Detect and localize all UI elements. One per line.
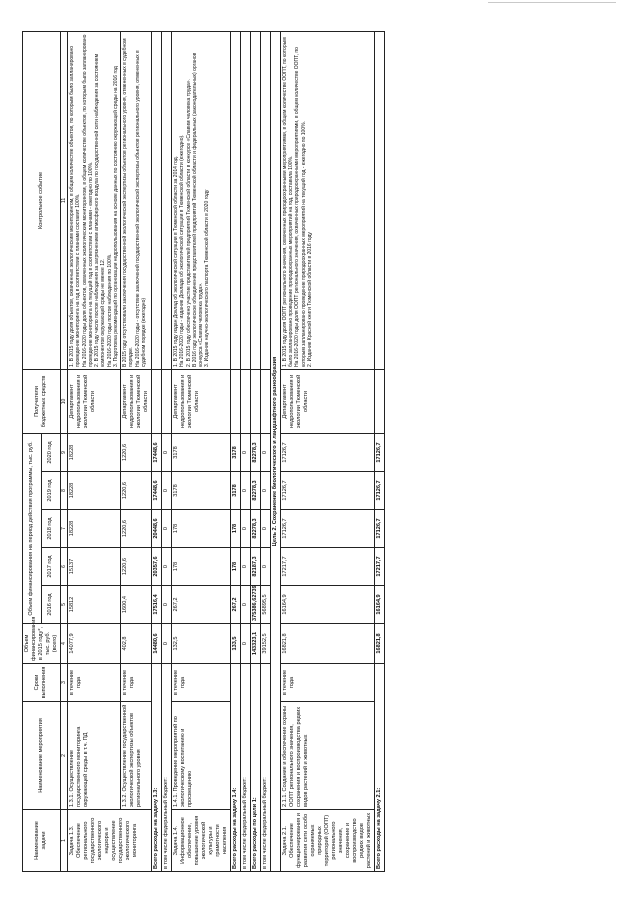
value-2016: 1600,4 (121, 586, 152, 624)
federal-row (260, 31, 270, 871)
value-2019: 18228 (68, 472, 121, 510)
fed-2019: 0 (162, 472, 172, 510)
table-row (68, 31, 121, 871)
control-event: В 2015 году отсутствовали заключения государственной экологической экспертизы объектов регионального уровня, отмененных в судебном порядке. На 2016-2020 годы - отсутствие заключений государственной экологической экспертизы объектов регионального уровня, отмененных в судебном порядке (ежегодно) (121, 31, 152, 369)
total-2016: 375386,62739 (250, 586, 260, 624)
value-2020: 1220,6 (121, 433, 152, 471)
task-1-4-name: Задача 1.4. Информационное обеспечение, повышение уровня экологической культуры и грамотности населения (172, 810, 231, 872)
federal-label: в том числе федеральный бюджет: (240, 664, 250, 872)
total-2015: 16821,8 (374, 624, 384, 664)
rotated-document-sheet (22, 32, 618, 872)
value-2020: 3178 (172, 433, 231, 471)
fed-2018: 0 (260, 510, 270, 548)
header-y2019: 2019 год (41, 472, 60, 510)
measure-1-4-1: 1.4.1. Проведение мероприятий по экологическому воспитанию и просвещению (172, 702, 231, 810)
federal-label: в том числе федеральный бюджет: (260, 664, 270, 872)
value-2019: 1220,6 (121, 472, 152, 510)
task-2-1-name: Задача 2.1. Обеспечение функционирования и развития сети особо охраняемых природных территорий (ООПТ) регионального значения, сохранение и воспроизводство редких видов растений и животных (280, 810, 374, 872)
term: в течение года (280, 664, 374, 702)
value-2018: 17126,7 (280, 510, 374, 548)
total-2019: 3178 (230, 472, 240, 510)
term: в течение года (68, 664, 121, 702)
header-row (23, 31, 42, 871)
total-row (374, 31, 384, 871)
federal-row (240, 31, 250, 871)
total-2017: 20357,6 (152, 548, 162, 586)
value-2015: 14077,9 (68, 624, 121, 664)
fed-2015: 0 (162, 624, 172, 664)
fed-2019: 0 (260, 472, 270, 510)
value-2018: 178 (172, 510, 231, 548)
program-table (22, 31, 385, 872)
header-event: Контрольное событие (23, 31, 61, 369)
total-2016: 17516,4 (152, 586, 162, 624)
fed-2015: 39152,5 (260, 624, 270, 664)
colnum: 7 (60, 510, 67, 548)
total-2015: 143323,1 (250, 624, 260, 664)
table-row (280, 31, 374, 871)
control-event: 1. В 2015 году издан Доклад об экологической ситуации в Тюменской области за 2014 год. На 2016-2020 годы - издание Доклада об экологической ситуации в Тюменской области (ежегодно). 2. В 2015 году обеспечено участие представителей предприятий Тюменской области в конкурсе «Славим человека труда». В 2016 году экологическое объединение представителей предприятий Тюменской области и федеральных (законодательных) органов конкурса «Славим человека труда». 3. Издание научно-экологического паспорта Тюменской области в 2020 году (172, 31, 231, 369)
total-2017: 17217,7 (374, 548, 384, 586)
header-task: Наименование задачи (23, 810, 61, 872)
total-2017: 82187,3 (250, 548, 260, 586)
goal-2-heading-row (270, 31, 280, 871)
total-label: Всего расходы на задачу 1.3: (152, 664, 162, 872)
total-label: Всего расходы на задачу 2.1: (374, 664, 384, 872)
total-2016: 267,2 (230, 586, 240, 624)
value-2020: 18228 (68, 433, 121, 471)
value-2019: 17126,7 (280, 472, 374, 510)
task-1-3-name: Задача 1.3. Обеспечение регионального государственного экологического надзора и осуществление государственного экологического мониторинга (68, 810, 152, 872)
goal1-total-label: Всего расходы по цели 1: (250, 664, 260, 872)
recipient: Департамент недропользования и экологии Тюменской области (121, 369, 152, 433)
colnum: 1 (60, 810, 67, 872)
total-2020: 17448,6 (152, 433, 162, 471)
value-2019: 3178 (172, 472, 231, 510)
term: в течение года (121, 664, 152, 702)
control-event: 1. В 2015 году доля ООПТ регионального значения, охваченных природоохранными мероприятиями, в общем количестве ООПТ, по которым было запланировано проведение природоохранных мероприятий на год, составила 100%. На 2016-2020 годы доля ООПТ регионального значения, охваченных природоохранными мероприятиями, в общем количестве ООПТ, по которым запланировано проведение природоохранных мероприятий на текущий год - ежегодно по 100%. 2. Издание Красной книги Тюменской области в 2016 году (280, 31, 374, 369)
value-2018: 1220,6 (121, 510, 152, 548)
total-row (230, 31, 240, 871)
fed-2016: 0 (240, 586, 250, 624)
total-2020: 82278,3 (250, 433, 260, 471)
fed-2017: 0 (260, 548, 270, 586)
header-measure: Наименование мероприятия (23, 702, 61, 810)
colnum: 4 (60, 624, 67, 664)
recipient: Департамент недропользования и экологии Тюменской области (68, 369, 121, 433)
total-2019: 17448,6 (152, 472, 162, 510)
fed-2020: 0 (162, 433, 172, 471)
total-2018: 178 (230, 510, 240, 548)
measure-2-1-1: 2.1.1. Создание и обеспечение охраны ООПТ регионального значения, сохранения и воспроизводства редких видов растений и животных (280, 702, 374, 810)
value-2016: 15812 (68, 586, 121, 624)
header-recipient: Получатели бюджетных средств (23, 369, 61, 433)
colnum: 11 (60, 31, 67, 369)
total-2015: 14480,6 (152, 624, 162, 664)
value-2015: 16821,8 (280, 624, 374, 664)
header-y2016: 2016 год (41, 586, 60, 624)
value-2017: 15137 (68, 548, 121, 586)
fed-2016: 0 (162, 586, 172, 624)
recipient: Департамент недропользования и экологии Тюменской области (172, 369, 231, 433)
header-2015: Объем финансирования в 2015 году*, тыс. руб. (всего) (23, 624, 61, 664)
term: в течение года (172, 664, 231, 702)
fed-2016: 56895,5 (260, 586, 270, 624)
header-term: Сроки выполнения (23, 664, 61, 702)
measure-1-3-2: 1.3.2. Осуществление государственной экологической экспертизы объектов регионального уровня (121, 702, 152, 810)
column-number-row (60, 31, 67, 871)
total-row (152, 31, 162, 871)
colnum: 5 (60, 586, 67, 624)
colnum: 3 (60, 664, 67, 702)
total-2016: 16164,9 (374, 586, 384, 624)
total-label: Всего расходы на задачу 1.4: (230, 664, 240, 872)
total-2019: 82278,3 (250, 472, 260, 510)
header-y2020: 2020 год (41, 433, 60, 471)
fed-2019: 0 (240, 472, 250, 510)
fed-2020: 0 (240, 433, 250, 471)
total-2020: 3178 (230, 433, 240, 471)
table-row (121, 31, 152, 871)
federal-row (162, 31, 172, 871)
fed-2017: 0 (162, 548, 172, 586)
value-2015: 402,8 (121, 624, 152, 664)
fed-2020: 0 (260, 433, 270, 471)
total-row (250, 31, 260, 871)
top-edge-line (488, 2, 616, 3)
value-2017: 17217,7 (280, 548, 374, 586)
total-2020: 17126,7 (374, 433, 384, 471)
header-y2018: 2018 год (41, 510, 60, 548)
fed-2018: 0 (240, 510, 250, 548)
total-2017: 178 (230, 548, 240, 586)
colnum: 8 (60, 472, 67, 510)
total-2019: 17126,7 (374, 472, 384, 510)
fed-2017: 0 (240, 548, 250, 586)
value-2016: 267,2 (172, 586, 231, 624)
measure-1-3-1: 1.3.1. Осуществление государственного мониторинга окружающей среды в т.ч. ПД (68, 702, 121, 810)
goal-2-title: Цель 2. Сохранение биологического и ландшафтного разнообразия (270, 31, 280, 871)
colnum: 6 (60, 548, 67, 586)
total-2018: 17126,7 (374, 510, 384, 548)
colnum: 2 (60, 702, 67, 810)
colnum: 10 (60, 369, 67, 433)
colnum: 9 (60, 433, 67, 471)
table-row (172, 31, 231, 871)
total-2018: 20448,6 (152, 510, 162, 548)
total-2015: 133,5 (230, 624, 240, 664)
value-2018: 18228 (68, 510, 121, 548)
fed-2018: 0 (162, 510, 172, 548)
value-2017: 178 (172, 548, 231, 586)
federal-label: в том числе федеральный бюджет: (162, 664, 172, 872)
header-fin-group: Объем финансирования на период действия программы, тыс. руб. (23, 433, 42, 623)
header-y2017: 2017 год (41, 548, 60, 586)
value-2015: 132,5 (172, 624, 231, 664)
value-2016: 16164,9 (280, 586, 374, 624)
fed-2015: 0 (240, 624, 250, 664)
value-2017: 1220,6 (121, 548, 152, 586)
control-event: 1. В 2015 году доля объектов, охваченных экологическим мониторингом, в общем количестве объектов, по которым было запланировано проведение мониторинга на год в соответствии с планами составит 100%. На 2016-2020 годы доля объектов, охваченных экологическим мониторингом, в общем количестве объектов, по которым было запланировано проведение мониторинга на текущий год в соответствии с планами - ежегодно по 100%. 2. В 2015 году число постов наблюдения за загрязнением атмосферного воздуха по государственной сети наблюдения за состоянием компонентов окружающей среды не менее 12. На 2016-2020 годы постов наблюдения по 100%. 3. Подготовка рекомендаций по организации недропользования на основе данных по состоянию окружающей среды на 2016 год (68, 31, 121, 369)
total-2018: 82278,3 (250, 510, 260, 548)
recipient: Департамент недропользования и экологии Тюменской области (280, 369, 374, 433)
value-2020: 17126,7 (280, 433, 374, 471)
